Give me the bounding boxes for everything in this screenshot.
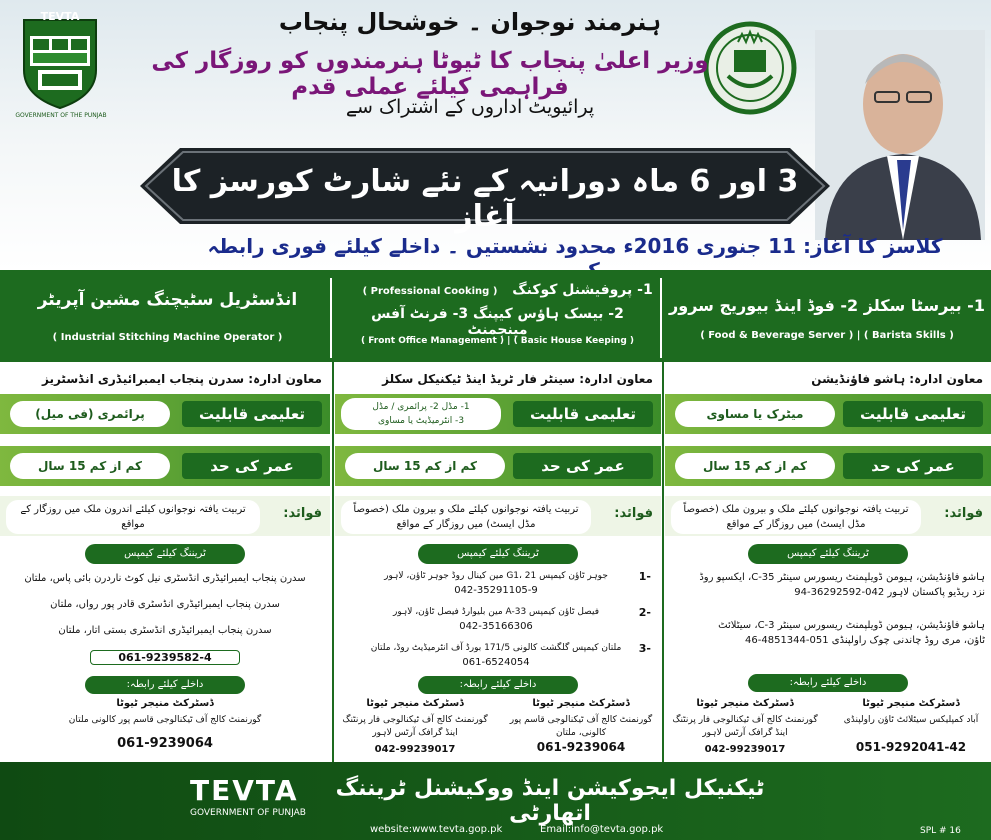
col1-mgr2-title: ڈسٹرکٹ منیجر ٹیوٹا	[862, 698, 960, 709]
col2-edu-value-box	[341, 398, 501, 430]
col1-body	[665, 362, 991, 799]
col3-title: انڈسٹریل سٹیچنگ مشین آپریٹر	[37, 290, 298, 310]
col2-benefit-text: تربیت یافتہ نوجوانوں کیلئے ملک و بیرون ملک (خصوصاً مڈل ایسٹ) میں روزگار کے مواقع	[341, 500, 591, 534]
col2-body	[335, 362, 661, 799]
col2-campus-2-phone: 042-35166306	[459, 621, 533, 632]
col2-title-en-2: ( Front Office Management )	[360, 336, 504, 346]
col1-mgr2-phone: 051-9292041-42	[855, 740, 967, 754]
col2-mgr1-phone: 042-99239017	[374, 744, 456, 755]
col2-mgr1-title: ڈسٹرکٹ منیجر ٹیوٹا	[366, 698, 464, 709]
portrait	[815, 30, 985, 240]
col1-mgr1-phone: 042-99239017	[704, 744, 786, 755]
col1-mgr1-addr: گورنمنٹ کالج آف ٹیکنالوجی فار پرنٹنگ اینڈ گرافک آرٹس لاہور	[672, 715, 818, 738]
col1-age-row	[665, 446, 991, 486]
column-divider-2	[660, 278, 662, 358]
col2-title-ur-1: 1- پروفیشنل کوکنگ	[512, 282, 653, 298]
footer-spl: SPL # 16	[920, 826, 961, 836]
col3-campus-line-2: سدرن پنجاب ایمبرائیڈری انڈسٹری قادر پور رواں، ملتان	[50, 599, 280, 610]
col2-mgr2-title: ڈسٹرکٹ منیجر ٹیوٹا	[532, 698, 630, 709]
col2-age-row	[335, 446, 661, 486]
tevta-crest-label: TEVTA	[40, 10, 80, 23]
body-divider-2	[662, 362, 664, 762]
col3-age-label: عمر کی حد	[182, 453, 322, 479]
col1-benefit-row	[665, 496, 991, 536]
col3-mgr-title: ڈسٹرکٹ منیجر ٹیوٹا	[116, 698, 214, 709]
col1-contact-label: داخلے کیلئے رابطہ:	[748, 674, 908, 692]
col1-mgr1-title: ڈسٹرکٹ منیجر ٹیوٹا	[696, 698, 794, 709]
footer-email[interactable]: Email:info@tevta.gop.pk	[540, 824, 664, 835]
col3-edu-row	[0, 394, 330, 434]
col2-title-en-row: ( Front Office Management ) | ( Basic House Keeping )	[360, 336, 635, 346]
punjab-emblem	[702, 20, 798, 116]
col3-edu-label: تعلیمی قابلیت	[182, 401, 322, 427]
body-divider-1	[332, 362, 334, 762]
col2-campus-1-num: 1-	[638, 570, 651, 583]
col1-edu-label: تعلیمی قابلیت	[843, 401, 983, 427]
col1-title-en: ( Food & Beverage Server ) | ( Barista Skills )	[700, 330, 954, 341]
col2-contact-label: داخلے کیلئے رابطہ:	[418, 676, 578, 694]
col1-campus-title: ٹریننگ کیلئے کیمپس	[748, 544, 908, 564]
col2-campus-title: ٹریننگ کیلئے کیمپس	[418, 544, 578, 564]
footer-tevta: TEVTA	[190, 774, 299, 807]
column-divider-1	[330, 278, 332, 358]
col2-partner: معاون ادارہ: سینٹر فار ٹریڈ اینڈ ٹیکنیکل سکلز	[382, 372, 653, 386]
footer-website[interactable]: website:www.tevta.gop.pk	[370, 824, 503, 835]
col2-benefit-row	[335, 496, 661, 536]
col2-campus-3-phone: 061-6524054	[462, 657, 530, 668]
col2-age-value: کم از کم 15 سال	[345, 453, 505, 479]
col2-title-en-1: ( Professional Cooking )	[362, 286, 498, 297]
footer-authority: ٹیکنیکل ایجوکیشن اینڈ ووکیشنل ٹریننگ اتھارٹی	[335, 776, 765, 826]
col3-mgr-phone: 061-9239064	[117, 736, 213, 751]
punjab-emblem-icon	[702, 20, 798, 116]
col2-campus-3-text: ملتان کیمپس گلگشت کالونی 171/5 بورڈ آف انٹرمیڈیٹ روڈ، ملتان	[370, 643, 622, 653]
col3-partner: معاون ادارہ: سدرن پنجاب ایمبرائیڈری انڈسٹریز	[42, 372, 322, 386]
col3-edu-value: پرائمری (فی میل)	[10, 401, 170, 427]
col3-age-value: کم از کم 15 سال	[10, 453, 170, 479]
col3-age-row	[0, 446, 330, 486]
col1-title-en-1: ( Food & Beverage Server )	[700, 330, 854, 341]
tevta-crest	[20, 10, 100, 110]
col2-campus-2-num: 2-	[638, 606, 651, 619]
col2-mgr1-addr: گورنمنٹ کالج آف ٹیکنالوجی فار پرنٹنگ اینڈ گرافک آرٹس لاہور	[342, 715, 488, 738]
col1-age-label: عمر کی حد	[843, 453, 983, 479]
col3-campus-line-1: سدرن پنجاب ایمبرائیڈری انڈسٹری نیل کوٹ ناردرن بائی پاس، ملتان	[24, 573, 306, 584]
col2-edu-value-2: 3- انٹرمیڈیٹ یا مساوی	[377, 416, 465, 426]
col1-campus-1: ہاشو فاؤنڈیشن، ہیومن ڈویلپمنٹ ریسورس سینٹر 35-C، ایکسپو روڈ نزد ریڈیو پاکستان لاہور 042-36292592-94	[699, 572, 985, 598]
col2-age-label: عمر کی حد	[513, 453, 653, 479]
col3-benefit-label: فوائد:	[283, 506, 322, 521]
col2-edu-label: تعلیمی قابلیت	[513, 401, 653, 427]
col3-campus-title: ٹریننگ کیلئے کیمپس	[85, 544, 245, 564]
col1-campus-2: ہاشو فاؤنڈیشن، ہیومن ڈویلپمنٹ ریسورس سینٹر 3-C، سیٹلائٹ ٹاؤن، مری روڈ چاندنی چوک راولپنڈی 051-4851344-46	[718, 620, 985, 646]
col2-benefit-label: فوائد:	[614, 506, 653, 521]
col2-edu-value-1: 1- مڈل 2- پرائمری / مڈل	[372, 402, 470, 412]
class-start: کلاسز کا آغاز: 11 جنوری 2016ء محدود نشستیں ۔ داخلے کیلئے فوری رابطہ	[207, 234, 943, 258]
col1-benefit-text: تربیت یافتہ نوجوانوں کیلئے ملک و بیرون ملک (خصوصاً مڈل ایسٹ) میں روزگار کے مواقع	[671, 500, 921, 534]
col3-contact-label: داخلے کیلئے رابطہ:	[85, 676, 245, 694]
tevta-crest-icon	[20, 10, 100, 110]
col2-campus-1-text: جوہر ٹاؤن کیمپس G1، 21 مین کینال روڈ جوہر ٹاؤن، لاہور	[384, 571, 608, 581]
col1-edu-value: میٹرک یا مساوی	[675, 401, 835, 427]
col3-campus-line-3: سدرن پنجاب ایمبرائیڈری انڈسٹری بستی اتار، ملتان	[58, 625, 272, 636]
col1-title-en-2: ( Barista Skills )	[863, 330, 954, 341]
col2-campus-1-phone: 042-35291105-9	[454, 585, 538, 596]
footer-govt: GOVERNMENT OF PUNJAB	[190, 808, 306, 818]
banner-text: 3 اور 6 ماہ دورانیہ کے نئے شارٹ کورسز کا آغاز	[171, 164, 799, 234]
col1-mgr2-addr: آباد کمپلیکس سیٹلائٹ ٹاؤن راولپنڈی	[843, 715, 979, 725]
col1-title: 1- بیرسٹا سکلز 2- فوڈ اینڈ بیوریج سرور	[669, 296, 985, 315]
col3-mgr-addr: گورنمنٹ کالج آف ٹیکنالوجی قاسم پور کالونی ملتان	[68, 715, 262, 725]
col3-benefit-row	[0, 496, 330, 536]
col2-title-ur-2: 2- بیسک ہاؤس کیپنگ 3- فرنٹ آفس مینجمنٹ	[371, 306, 624, 338]
portrait-icon	[815, 30, 985, 240]
tevta-govt-label: GOVERNMENT OF THE PUNJAB	[15, 112, 107, 119]
col1-benefit-label: فوائد:	[944, 506, 983, 521]
col2-campus-3-num: 3-	[638, 642, 651, 655]
col2-mgr2-addr: گورنمنٹ کالج آف ٹیکنالوجی قاسم پور کالونی، ملتان	[509, 715, 653, 738]
slogan: ہنرمند نوجوان ۔ خوشحال پنجاب	[278, 8, 662, 36]
col3-body	[0, 362, 330, 799]
col3-phone: 061-9239582-4	[90, 650, 240, 665]
col2-mgr2-phone: 061-9239064	[536, 740, 626, 754]
col1-edu-row	[665, 394, 991, 434]
col1-partner: معاون ادارہ: ہاشو فاؤنڈیشن	[811, 372, 983, 386]
col2-edu-row	[335, 394, 661, 434]
headline: وزیر اعلیٰ پنجاب کا ٹیوٹا ہنرمندوں کو روزگار کی فراہمی کیلئے عملی قدم	[151, 48, 709, 100]
col3-benefit-text: تربیت یافتہ نوجوانوں کیلئے اندرون ملک میں روزگار کے مواقع	[6, 500, 260, 534]
subline: پرائیویٹ اداروں کے اشتراک سے	[345, 96, 595, 118]
col1-age-value: کم از کم 15 سال	[675, 453, 835, 479]
col2-title-en-3: ( Basic House Keeping )	[513, 336, 635, 346]
col2-campus-2-text: فیصل ٹاؤن کیمپس A-33 مین بلیوارڈ فیصل ٹاؤن، لاہور	[392, 607, 600, 617]
col3-title-en: ( Industrial Stitching Machine Operator )	[52, 332, 283, 343]
